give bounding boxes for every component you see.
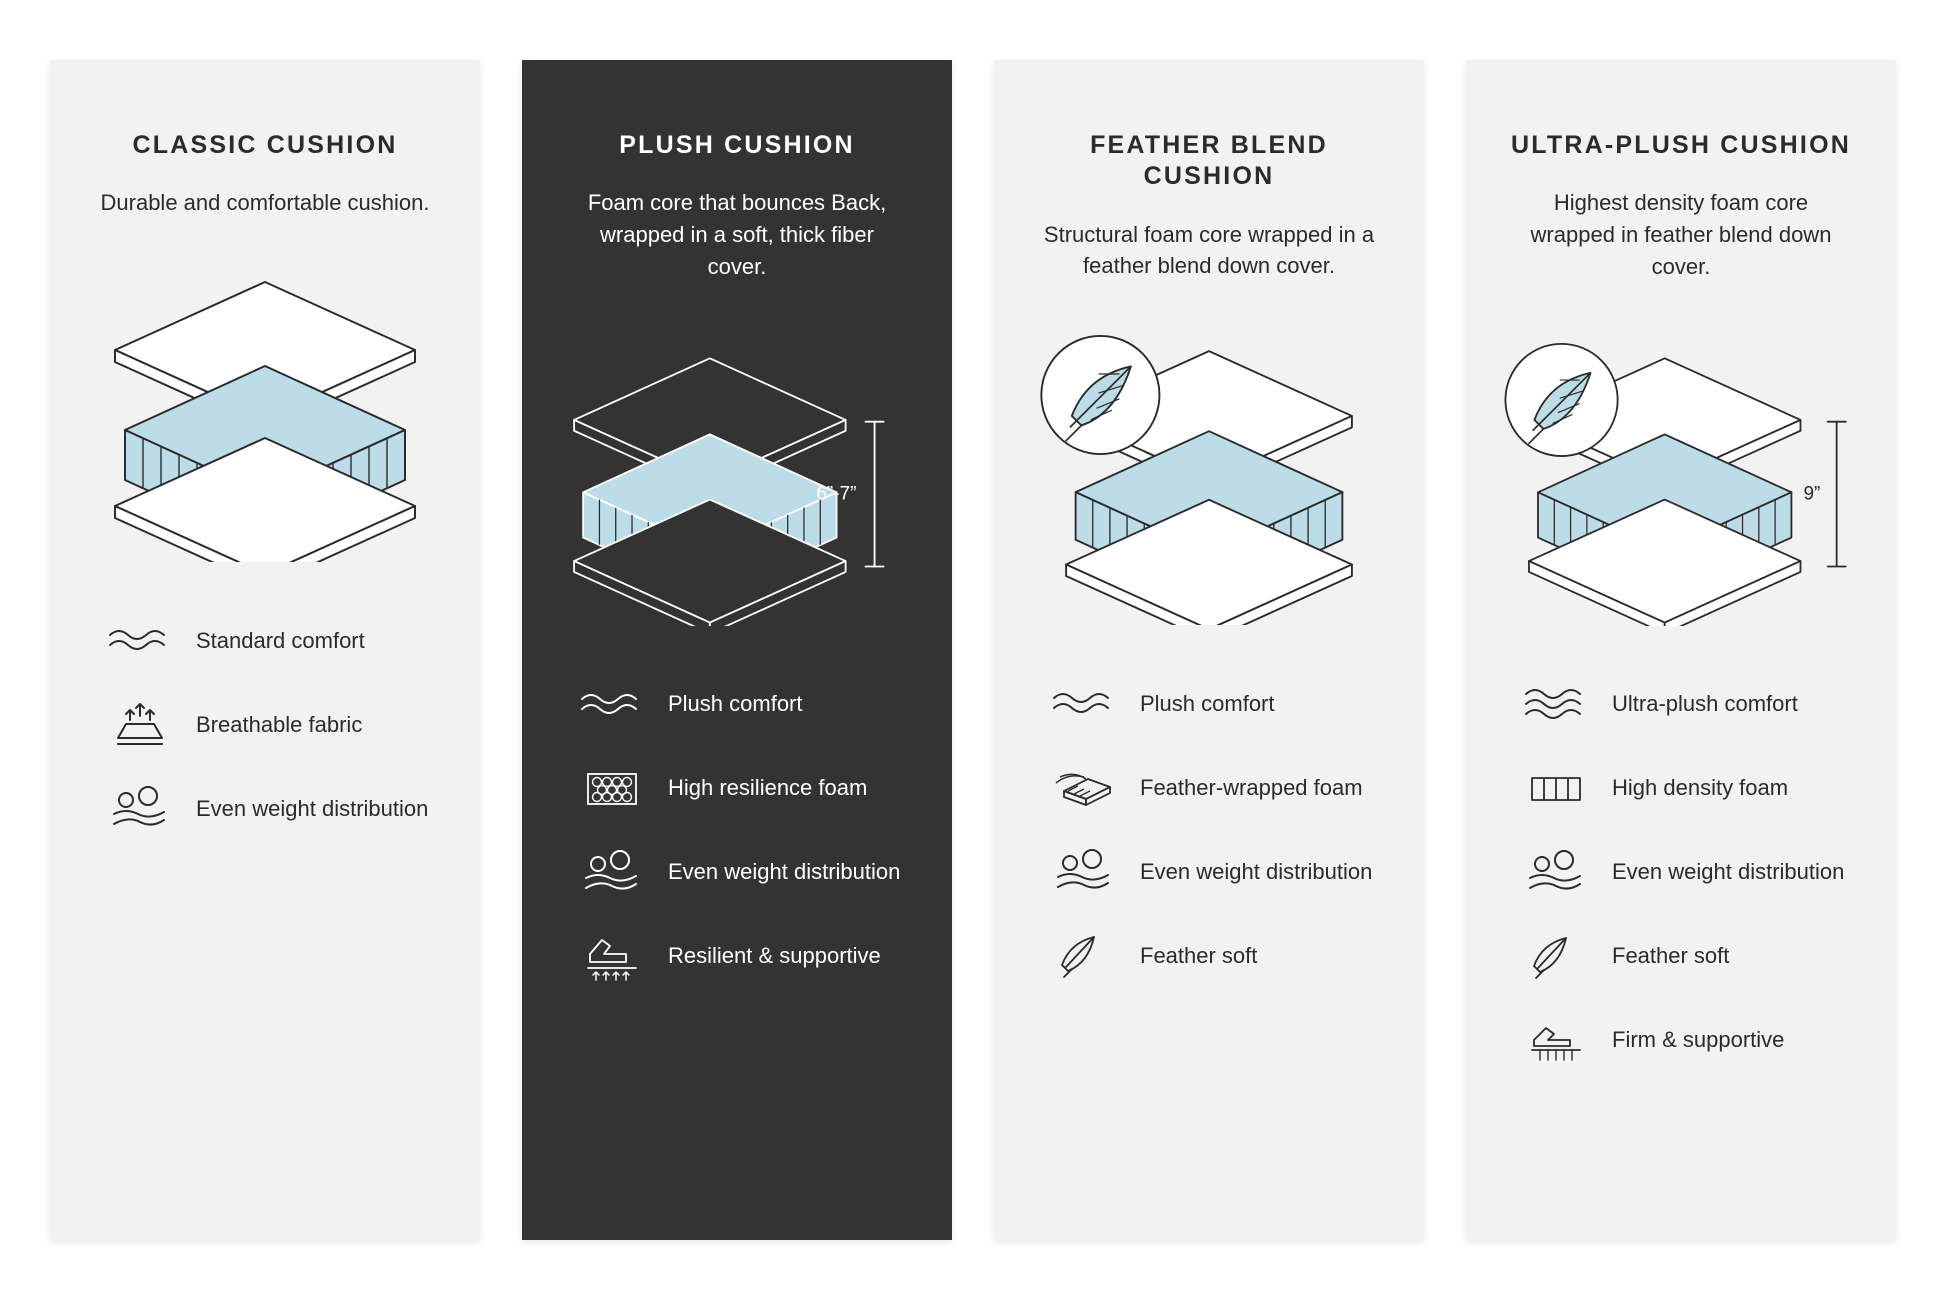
list-item-label: Feather soft [1612, 943, 1730, 969]
page-title: FEATHER BLEND CUSHION [1090, 131, 1328, 191]
dimension-label: 9” [1803, 483, 1821, 505]
card-classic-cushion[interactable] [50, 60, 480, 1240]
feature-list [84, 611, 446, 837]
card-description: Foam core that bounces Back, wrapped in a soft, thick fiber cover. [587, 190, 887, 280]
list-item-label: High density foam [1612, 775, 1789, 801]
list-item-label: Firm & supportive [1612, 1027, 1785, 1053]
even-weight-distribution-icon [1514, 843, 1598, 901]
list-item-label: Feather-wrapped foam [1140, 774, 1363, 800]
honeycomb-foam-icon [570, 759, 654, 817]
list-item-label: Breathable fabric [196, 711, 363, 737]
card-description: Durable and comfortable cushion. [100, 190, 430, 216]
cushion-exploded-diagram [1028, 310, 1390, 640]
list-item [1042, 674, 1390, 732]
dimension-bracket [866, 422, 884, 567]
wave-comfort-icon [98, 611, 182, 669]
list-item [1514, 1011, 1862, 1069]
high-density-foam-icon [1514, 759, 1598, 817]
list-item [1514, 675, 1862, 733]
page-title: ULTRA-PLUSH CUSHION [1511, 131, 1851, 159]
list-item-label: Standard comfort [196, 627, 365, 653]
list-item [1514, 927, 1862, 985]
card-ultra-plush-cushion[interactable] [1466, 60, 1896, 1240]
list-item-label: Resilient & supportive [668, 943, 881, 969]
list-item-label: Even weight distribution [1140, 858, 1373, 884]
wave-comfort-icon [570, 675, 654, 733]
list-item [98, 611, 446, 669]
even-weight-distribution-icon [1042, 842, 1126, 900]
card-description: Structural foam core wrapped in a feather blend down cover. [1043, 221, 1375, 279]
cushion-exploded-diagram [556, 311, 918, 641]
list-item [1042, 842, 1390, 900]
feather-wrapped-foam-icon [1042, 758, 1126, 816]
list-item [1514, 759, 1862, 817]
even-weight-distribution-icon [98, 779, 182, 837]
list-item [1514, 843, 1862, 901]
firm-support-icon [1514, 1011, 1598, 1069]
list-item-label: Plush comfort [668, 691, 803, 717]
cushion-exploded-diagram [84, 247, 446, 577]
list-item [570, 675, 918, 733]
list-item-label: High resilience foam [668, 775, 868, 801]
feather-icon [1042, 926, 1126, 984]
list-item [570, 843, 918, 901]
feather-badge-icon [1041, 336, 1159, 454]
card-description: Highest density foam core wrapped in feather blend down cover. [1530, 190, 1832, 280]
list-item [98, 779, 446, 837]
list-item [98, 695, 446, 753]
list-item [570, 759, 918, 817]
list-item-label: Even weight distribution [1612, 859, 1845, 885]
list-item-label: Even weight distribution [196, 795, 429, 821]
card-feather-blend-cushion[interactable] [994, 60, 1424, 1240]
cushion-exploded-diagram [1500, 311, 1862, 641]
list-item [1042, 926, 1390, 984]
dimension-label: 6”-7” [816, 483, 857, 505]
card-plush-cushion[interactable] [522, 60, 952, 1240]
page-title: CLASSIC CUSHION [132, 131, 398, 159]
resilient-support-icon [570, 927, 654, 985]
dimension-bracket [1828, 422, 1846, 567]
wave-comfort-icon [1042, 674, 1126, 732]
feature-list [1028, 674, 1390, 984]
list-item-label: Even weight distribution [668, 859, 901, 885]
breathable-fabric-icon [98, 695, 182, 753]
page-title: PLUSH CUSHION [619, 131, 855, 159]
feature-list [556, 675, 918, 985]
feature-list [1500, 675, 1862, 1069]
even-weight-distribution-icon [570, 843, 654, 901]
list-item-label: Feather soft [1140, 942, 1258, 968]
feather-badge-icon [1505, 344, 1617, 456]
list-item [570, 927, 918, 985]
list-item-label: Plush comfort [1140, 690, 1275, 716]
list-item [1042, 758, 1390, 816]
wave-comfort-icon [1514, 675, 1598, 733]
feather-icon [1514, 927, 1598, 985]
list-item-label: Ultra-plush comfort [1612, 691, 1798, 717]
